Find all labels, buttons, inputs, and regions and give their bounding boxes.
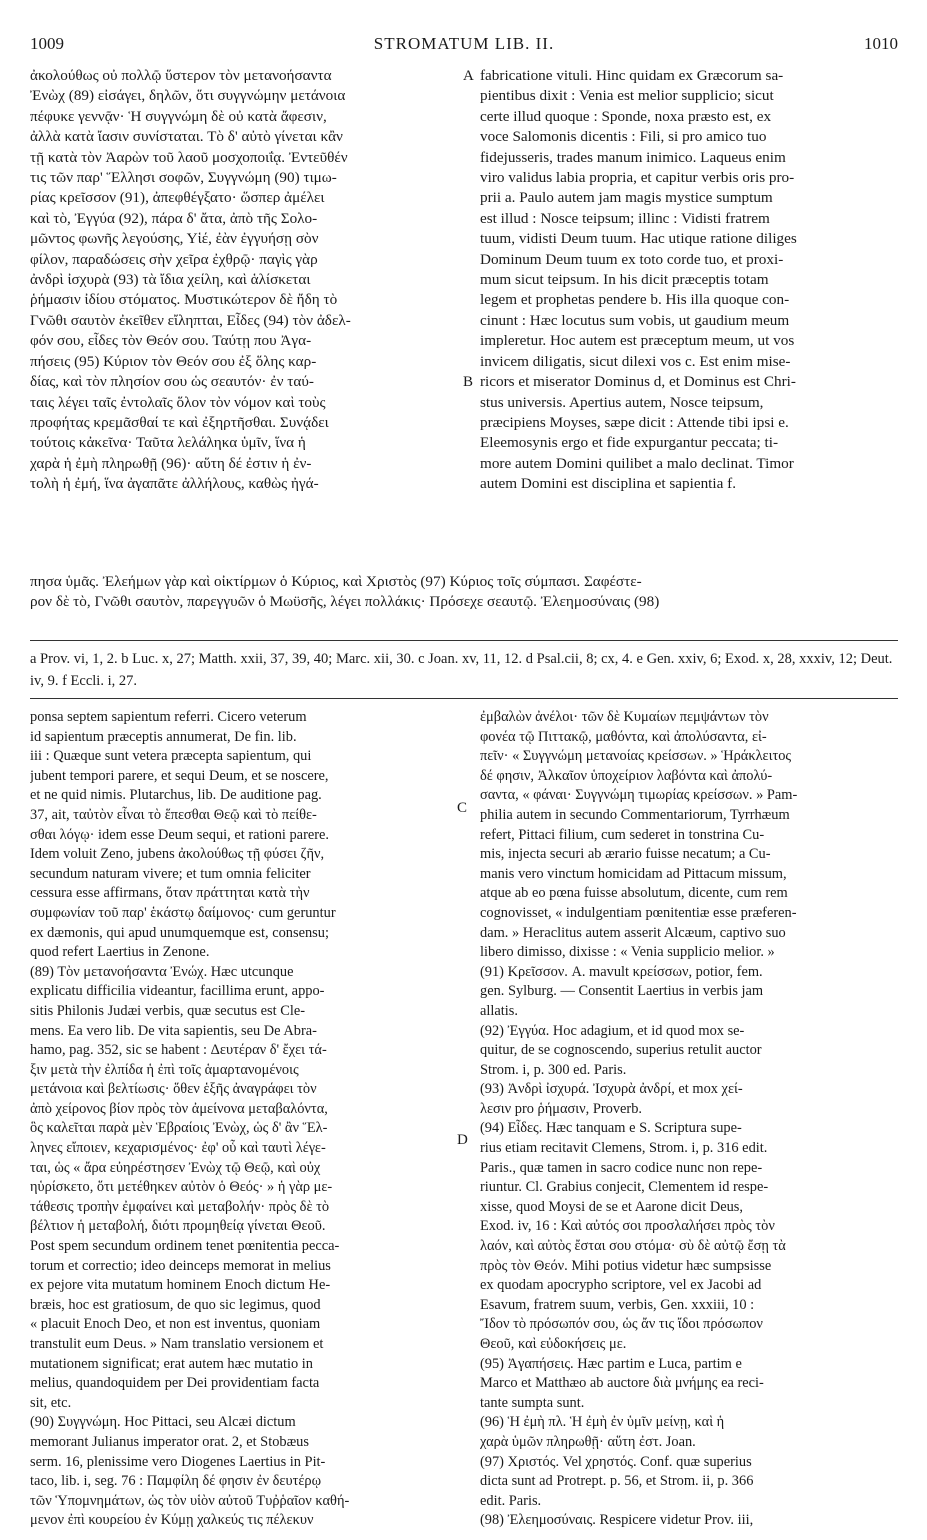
note-line: δέ φησιν, Ἀλκαῖον ὑποχείριον λαβόντα καὶ ἀπολύ- — [480, 767, 773, 784]
note-line: ex pejore vita mutatum hominem Enoch dictum He- — [30, 1277, 331, 1294]
note-line: mis, injecta securi ab ærario fuisse necatum; a Cu- — [480, 846, 771, 863]
note-line: τῶν Ὑπομνημάτων, ὡς τὸν υἱὸν αὐτοῦ Τυῤῥαῖον καθή- — [30, 1492, 350, 1509]
note-line: gen. Sylburg. — Consentit Laertius in verbis jam — [480, 983, 764, 1000]
note-line: riuntur. Cl. Grabius conjecit, Clementem id respe- — [480, 1179, 769, 1196]
commentary-notes-right — [480, 708, 898, 1531]
note-line: bræis, hoc est gratiosum, de quo sic legimus, quod — [30, 1296, 321, 1313]
note-line: ex quodam apocrypho scriptore, vel ex Jacobi ad — [480, 1277, 762, 1294]
note-line: mutationem significat; erat autem hæc mutatio in — [30, 1355, 313, 1372]
note-line: ex dæmonis, qui apud unumquemque est, consensu; — [30, 924, 329, 941]
running-title: STROMATUM LIB. II. — [373, 34, 555, 53]
note-line: dicta sunt ad Protrept. p. 56, et Strom. ii, p. 366 — [480, 1473, 754, 1490]
note-line: Post spem secundum ordinem tenet pœnitentia pecca- — [30, 1238, 340, 1255]
latin-line: est illud : Nosce teipsum; illinc : Vidisti fratrem — [480, 209, 770, 227]
latin-line: stus universis. Apertius autem, Nosce teipsum, — [480, 393, 764, 411]
latin-text-column — [480, 66, 898, 495]
note-line: dam. » Heraclitus autem asserit Alcæum, captivo suo — [480, 924, 786, 941]
footnote-line: a Prov. vi, 1, 2. b Luc. x, 27; Matth. xxii, 37, 39, 40; Marc. xii, 30. c Joan. xv, 11, 12. d Psal. — [30, 651, 565, 667]
latin-line: ricors et miserator Dominus d, et Dominus est Chri- — [480, 373, 796, 391]
note-line: λεσιν pro ῥήμασιν, Proverb. — [480, 1100, 642, 1117]
note-line: (96) Ἡ ἐμὴ πλ. Ἡ ἐμὴ ἐν ὑμῖν μείνῃ, καὶ ἡ — [480, 1414, 725, 1431]
greek-line: ἀκολούθως οὐ πολλῷ ὕστερον τὸν μετανοήσαντα — [30, 67, 332, 84]
note-line: (98) Ἐλεημοσύναις. Respicere videtur Prov. iii, — [480, 1512, 754, 1529]
greek-line: φίλον, παραδώσεις σὴν χεῖρα ἐχθρῷ· παγὶς γὰρ — [30, 250, 318, 268]
latin-line: præcipiens Moyses, sæpe dicit : Attende tibi ipsi e. — [480, 413, 789, 431]
note-line: Ἴδον τὸ πρόσωπόν σου, ὡς ἄν τις ἴδοι πρόσωπον — [480, 1316, 763, 1333]
note-line: « placuit Enoch Deo, et non est inventus, quoniam — [30, 1316, 321, 1333]
note-line: Idem voluit Zeno, jubens ἀκολούθως τῇ φύσει ζῆν, — [30, 846, 325, 863]
note-line: ἐμβαλὼν ἀνέλοι· τῶν δὲ Κυμαίων πεμψάντων τὸν — [480, 709, 769, 725]
note-line: secundum naturam vivere; et tum omnia feliciter — [30, 865, 311, 882]
note-line: hamo, pag. 352, sic se habent : Δευτέραν δ' ἔχει τά- — [30, 1042, 327, 1059]
note-line: iii : Quæque sunt vetera præcepta sapientum, qui — [30, 748, 312, 765]
note-line: libero dimisso, dixisse : « Venia supplicio melior. » — [480, 944, 775, 961]
greek-line: Ἐνὼχ (89) εἰσάγει, δηλῶν, ὅτι συγγνώμην μετάνοια — [30, 87, 346, 105]
note-line: (94) Εἶδες. Hæc tanquam e S. Scriptura supe- — [480, 1120, 742, 1137]
commentary-notes-left — [30, 708, 455, 1531]
note-line: 37, ait, ταὐτὸν εἶναι τὸ ἕπεσθαι Θεῷ καὶ τὸ πείθε- — [30, 806, 317, 823]
note-line: Exod. iv, 16 : Καὶ αὐτός σοι προσλαλήσει πρὸς τὸν — [480, 1218, 775, 1235]
greek-fullwidth-line: ρον δὲ τὸ, Γνῶθι σαυτὸν, παρεγγυῶν ὁ Μωϋσῆς, λέγει πολλάκις· Πρόσεχε σεαυτῷ. Ἐλεημοσύναις (98) — [30, 593, 660, 611]
note-line: σθαι λόγῳ· idem esse Deum sequi, et rationi parere. — [30, 826, 330, 843]
note-line: atque ab eo pœna fuisse absolutum, dicente, cum rem — [480, 885, 788, 902]
note-line: ponsa septem sapientum referri. Cicero veterum — [30, 709, 307, 725]
greek-line: δίας, καὶ τὸν πλησίον σου ὡς σεαυτόν· ἐν ταύ- — [30, 373, 314, 391]
note-line: βέλτιον ἡ μεταβολή, διότι προμηθείᾳ γίνεται Θεοῦ. — [30, 1218, 326, 1235]
latin-line: Eleemosynis ergo et fide expurgantur peccata; ti- — [480, 434, 779, 452]
greek-line: πέφυκε γεννᾷν· Ἡ συγγνώμη δὲ οὐ κατὰ ἄφεσιν, — [30, 107, 327, 125]
note-line: xisse, quod Moysi de se et Aarone dicit Deus, — [480, 1198, 743, 1215]
latin-line: fabricatione vituli. Hinc quidam ex Græcorum sa- — [480, 67, 784, 84]
note-line: allatis. — [480, 1002, 518, 1019]
page-number-right: 1010 — [864, 34, 898, 53]
footnote-divider — [30, 640, 898, 641]
note-line: λαόν, καὶ αὐτὸς ἔσται σου στόμα· σὺ δὲ αὐτῷ ἔσῃ τὰ — [480, 1238, 786, 1255]
note-line: memorant Julianus imperator orat. 2, et Stobæus — [30, 1433, 309, 1450]
latin-line: autem Domini est disciplina et sapientia f. — [480, 475, 737, 493]
note-line: (97) Χριστός. Vel χρηστός. Conf. quæ superius — [480, 1453, 752, 1470]
note-line: edit. Paris. — [480, 1492, 542, 1509]
note-line: melius, quandoquidem per Dei providentiam facta — [30, 1375, 320, 1392]
note-line: (95) Ἀγαπήσεις. Hæc partim e Luca, partim e — [480, 1355, 742, 1372]
latin-line: cinunt : Hæc locutus sum vobis, ut gaudium meum — [480, 311, 790, 329]
greek-line: ῥήμασιν ἰδίου στόματος. Μυστικώτερον δὲ ἤδη τὸ — [30, 291, 338, 309]
greek-line: Γνῶθι σαυτὸν ἐκεῖθεν εἴληπται, Εἶδες (94) τὸν ἀδελ- — [30, 311, 351, 329]
latin-line: more autem Domini quilibet a malo declinat. Timor — [480, 454, 794, 472]
note-line: Marco et Matthæo ab auctore διὰ μνήμης ea reci- — [480, 1375, 764, 1392]
greek-line: ρίας κρεῖσσον (91), ἀπεφθέγξατο· ὥσπερ ἀμέλει — [30, 189, 325, 207]
note-line: συμφωνίαν τοῦ παρ' ἑκάστῳ δαίμονος· cum geruntur — [30, 904, 336, 921]
greek-line: μῶντος φωνῆς λεγούσης, Υἱέ, ἐὰν ἐγγυήσῃ σὸν — [30, 230, 319, 248]
note-line: (89) Τὸν μετανοήσαντα Ἐνώχ. Hæc utcunque — [30, 963, 294, 980]
note-line: Paris., quæ tamen in sacro codice nunc non repe- — [480, 1159, 763, 1176]
latin-line: impleretur. Hoc autem est præceptum meum, ut vos — [480, 332, 795, 350]
greek-line: πήσεις (95) Κύριον τὸν Θεόν σου ἐξ ὅλης καρ- — [30, 352, 317, 370]
note-line: explicatu difficilia videantur, facillima erunt, appo- — [30, 983, 325, 1000]
section-marker-b: B — [463, 374, 474, 390]
section-marker-a: A — [463, 68, 474, 84]
note-line: transtulit eum Deus. » Nam translatio versionem et — [30, 1336, 324, 1352]
scripture-footnotes — [30, 648, 898, 692]
page-header — [30, 34, 898, 60]
latin-line: Dominum Deum tuum ex toto corde tuo, et proxi- — [480, 250, 784, 268]
latin-line: prii a. Paulo autem jam magis mystice sumptum — [480, 189, 773, 207]
greek-line: ταις λέγει ταῖς ἐντολαῖς ὅλον τὸν νόμον καὶ τοὺς — [30, 393, 326, 411]
note-line: sit, etc. — [30, 1394, 72, 1411]
note-line: μενον ἐπὶ κουρείου ἐν Κύμῃ χαλκεύς τις πέλεκυν — [30, 1512, 314, 1529]
greek-line: καὶ τὸ, Ἐγγύα (92), πάρα δ' ἄτα, ἀπὸ τῆς Σολο- — [30, 209, 318, 227]
note-line: (91) Κρεῖσσον. A. mavult κρείσσων, potior, fem. — [480, 963, 763, 980]
note-line: ἀπὸ χείρονος βίον πρὸς τὸν ἀμείνονα μεταβαλόντα, — [30, 1100, 328, 1117]
note-line: ηὑρίσκετο, ὅτι μετέθηκεν αὐτὸν ὁ Θεός· » ἡ γὰρ με- — [30, 1179, 333, 1196]
note-line: tante sumpta sunt. — [480, 1394, 585, 1411]
note-line: Esavum, fratrem suum, verbis, Gen. xxxiii, 10 : — [480, 1296, 755, 1313]
page-number-left: 1009 — [30, 34, 64, 53]
note-line: σαντα, « φάναι· Συγγνώμη τιμωρίας κρείσσων. » Pam- — [480, 787, 798, 804]
note-line: πεῖν· « Συγγνώμη μετανοίας κρείσσων. » Ἡράκλειτος — [480, 748, 792, 765]
notes-divider — [30, 698, 898, 699]
latin-line: tuum, vidisti Deum tuum. Hac utique ratione diliges — [480, 230, 797, 248]
note-line: φονέα τῷ Πιττακῷ, μαθόντα, καὶ ἀπολύσαντα, εἰ- — [480, 728, 767, 745]
note-line: cognovisset, « indulgentiam pœnitentiæ esse præferen- — [480, 904, 797, 921]
latin-line: invicem diligatis, sicut dilexi vos c. Est enim mise- — [480, 352, 791, 370]
latin-line: certe illud quoque : Sponde, noxa præsto est, ex — [480, 107, 772, 125]
note-line: χαρὰ ὑμῶν πληρωθῇ· αὕτη ἐστ. Joan. — [480, 1433, 696, 1450]
greek-line: τις τῶν παρ' Ἕλλησι σοφῶν, Συγγνώμη (90) τιμω- — [30, 169, 337, 187]
footnote-line: cii, 8; cx, 4. e Gen. xxiv, 6; Exod. x, 28, xxxiv, 12; Deut. iv, 9. f Eccli. i, 27. — [30, 651, 893, 689]
note-line: taco, lib. i, seg. 76 : Παμφίλη δέ φησιν ἐν δευτέρῳ — [30, 1473, 322, 1490]
note-line: ται, ὡς « ἄρα εὐηρέστησεν Ἐνὼχ τῷ Θεῷ, καὶ οὐχ — [30, 1159, 321, 1176]
greek-line: τολὴ ἡ ἐμή, ἵνα ἀγαπᾶτε ἀλλήλους, καθὼς ἠγά- — [30, 475, 319, 493]
greek-text-column — [30, 66, 460, 495]
note-line: (93) Ἀνδρὶ ἰσχυρά. Ἰσχυρὰ ἀνδρί, et mox χεί- — [480, 1081, 743, 1098]
note-line: rius etiam recitavit Clemens, Strom. i, p. 316 edit. — [480, 1140, 768, 1157]
note-line: id sapientum præceptis annumerat, De fin. lib. — [30, 728, 297, 745]
note-line: philia autem in secundo Commentariorum, Tyrrhæum — [480, 806, 790, 823]
note-line: quod refert Laertius in Zenone. — [30, 944, 210, 961]
note-line: Θεοῦ, καὶ εὐδοκήσεις με. — [480, 1336, 627, 1352]
greek-line: χαρὰ ἡ ἐμὴ πληρωθῇ (96)· αὕτη δέ ἐστιν ἡ ἐν- — [30, 454, 312, 472]
note-line: (90) Συγγνώμη. Hoc Pittaci, seu Alcæi dictum — [30, 1414, 296, 1431]
note-line: πρὸς τὸν Θεόν. Mihi potius videtur hæc sumpsisse — [480, 1257, 772, 1274]
greek-fullwidth-text — [30, 572, 898, 613]
note-line: torum et correctio; ideo deinceps memorat in melius — [30, 1257, 331, 1274]
note-line: ξιν μετὰ τὴν ἐλπίδα ἡ ἐπὶ τοῖς ἁμαρτανομένοις — [30, 1061, 299, 1078]
greek-line: ἀνδρὶ ἰσχυρὰ (93) τὰ ἴδια χείλη, καὶ ἁλίσκεται — [30, 271, 311, 289]
note-line: manis vero vinctum homicidam ad Pittacum missum, — [480, 865, 787, 882]
note-line: quitur, de se cognoscendo, superius retulit auctor — [480, 1042, 762, 1059]
note-line: refert, Pittaci filium, cum sederet in tonstrina Cu- — [480, 826, 765, 843]
greek-line: προφήτας κρεμᾶσθαί τε καὶ ἐξηρτῆσθαι. Συνᾴδει — [30, 413, 329, 431]
greek-line: ἀλλὰ κατὰ ἴασιν συνίσταται. Τὸ δ' αὐτὸ γίνεται κἂν — [30, 128, 343, 146]
section-marker-d: D — [457, 1132, 468, 1148]
section-marker-c: C — [457, 800, 468, 816]
note-line: τάθεσις τροπὴν ἐμφαίνει καὶ μεταβολήν· πρὸς δὲ τὸ — [30, 1198, 330, 1215]
note-line: ληνες εἴποιεν, κεχαρισμένος· ἐφ' οὗ καὶ ταυτὶ λέγε- — [30, 1140, 326, 1157]
note-line: et ne quid nimis. Plutarchus, lib. De auditione pag. — [30, 787, 322, 804]
latin-line: fidejusseris, trades manum inimico. Laqueus enim — [480, 148, 786, 166]
greek-line: τῇ κατὰ τὸν Ἀαρὼν τοῦ λαοῦ μοσχοποιΐᾳ. Ἐντεῦθέν — [30, 148, 348, 166]
note-line: μετάνοια καὶ βελτίωσις· ὅθεν ἑξῆς ἀναγράφει τὸν — [30, 1081, 317, 1098]
greek-line: φόν σου, εἶδες τὸν Θεόν σου. Ταύτῃ που Ἀγα- — [30, 332, 312, 350]
greek-fullwidth-line: πησα ὑμᾶς. Ἐλεήμων γὰρ καὶ οἰκτίρμων ὁ Κύριος, καὶ Χριστὸς (97) Κύριος τοῖς σύμπασι. Σαφέστε- — [30, 573, 642, 590]
latin-line: pientibus dixit : Venia est melior supplicio; sicut — [480, 87, 774, 105]
note-line: cessura esse affirmans, ὅταν πράττηται κατὰ τὴν — [30, 885, 310, 902]
note-line: ὃς καλεῖται παρὰ μὲν Ἑβραίοις Ἐνὼχ, ὡς δ' ἂν Ἕλ- — [30, 1120, 328, 1137]
latin-line: legem et prophetas pendere b. His illa quoque con- — [480, 291, 790, 309]
note-line: serm. 16, plenissime vero Diogenes Laertius in Pit- — [30, 1453, 326, 1470]
note-line: mens. Ea vero lib. De vita sapientis, seu De Abra- — [30, 1022, 317, 1039]
latin-line: viro validus labia propria, et capitur verbis oris pro- — [480, 169, 795, 187]
note-line: jubent tempori parere, et sequi Deum, et se noscere, — [30, 767, 329, 784]
note-line: (92) Ἐγγύα. Hoc adagium, et id quod mox se- — [480, 1022, 745, 1039]
note-line: sitis Philonis Judæi verbis, quæ secutus est Cle- — [30, 1002, 306, 1019]
greek-line: τούτοις κἀκεῖνα· Ταῦτα λελάληκα ὑμῖν, ἵνα ἡ — [30, 434, 306, 452]
latin-line: mum sicut teipsum. In his dicit præceptis totam — [480, 271, 769, 289]
note-line: Strom. i, p. 300 ed. Paris. — [480, 1061, 627, 1078]
latin-line: voce Salomonis dicentis : Fili, si pro amico tuo — [480, 128, 767, 146]
